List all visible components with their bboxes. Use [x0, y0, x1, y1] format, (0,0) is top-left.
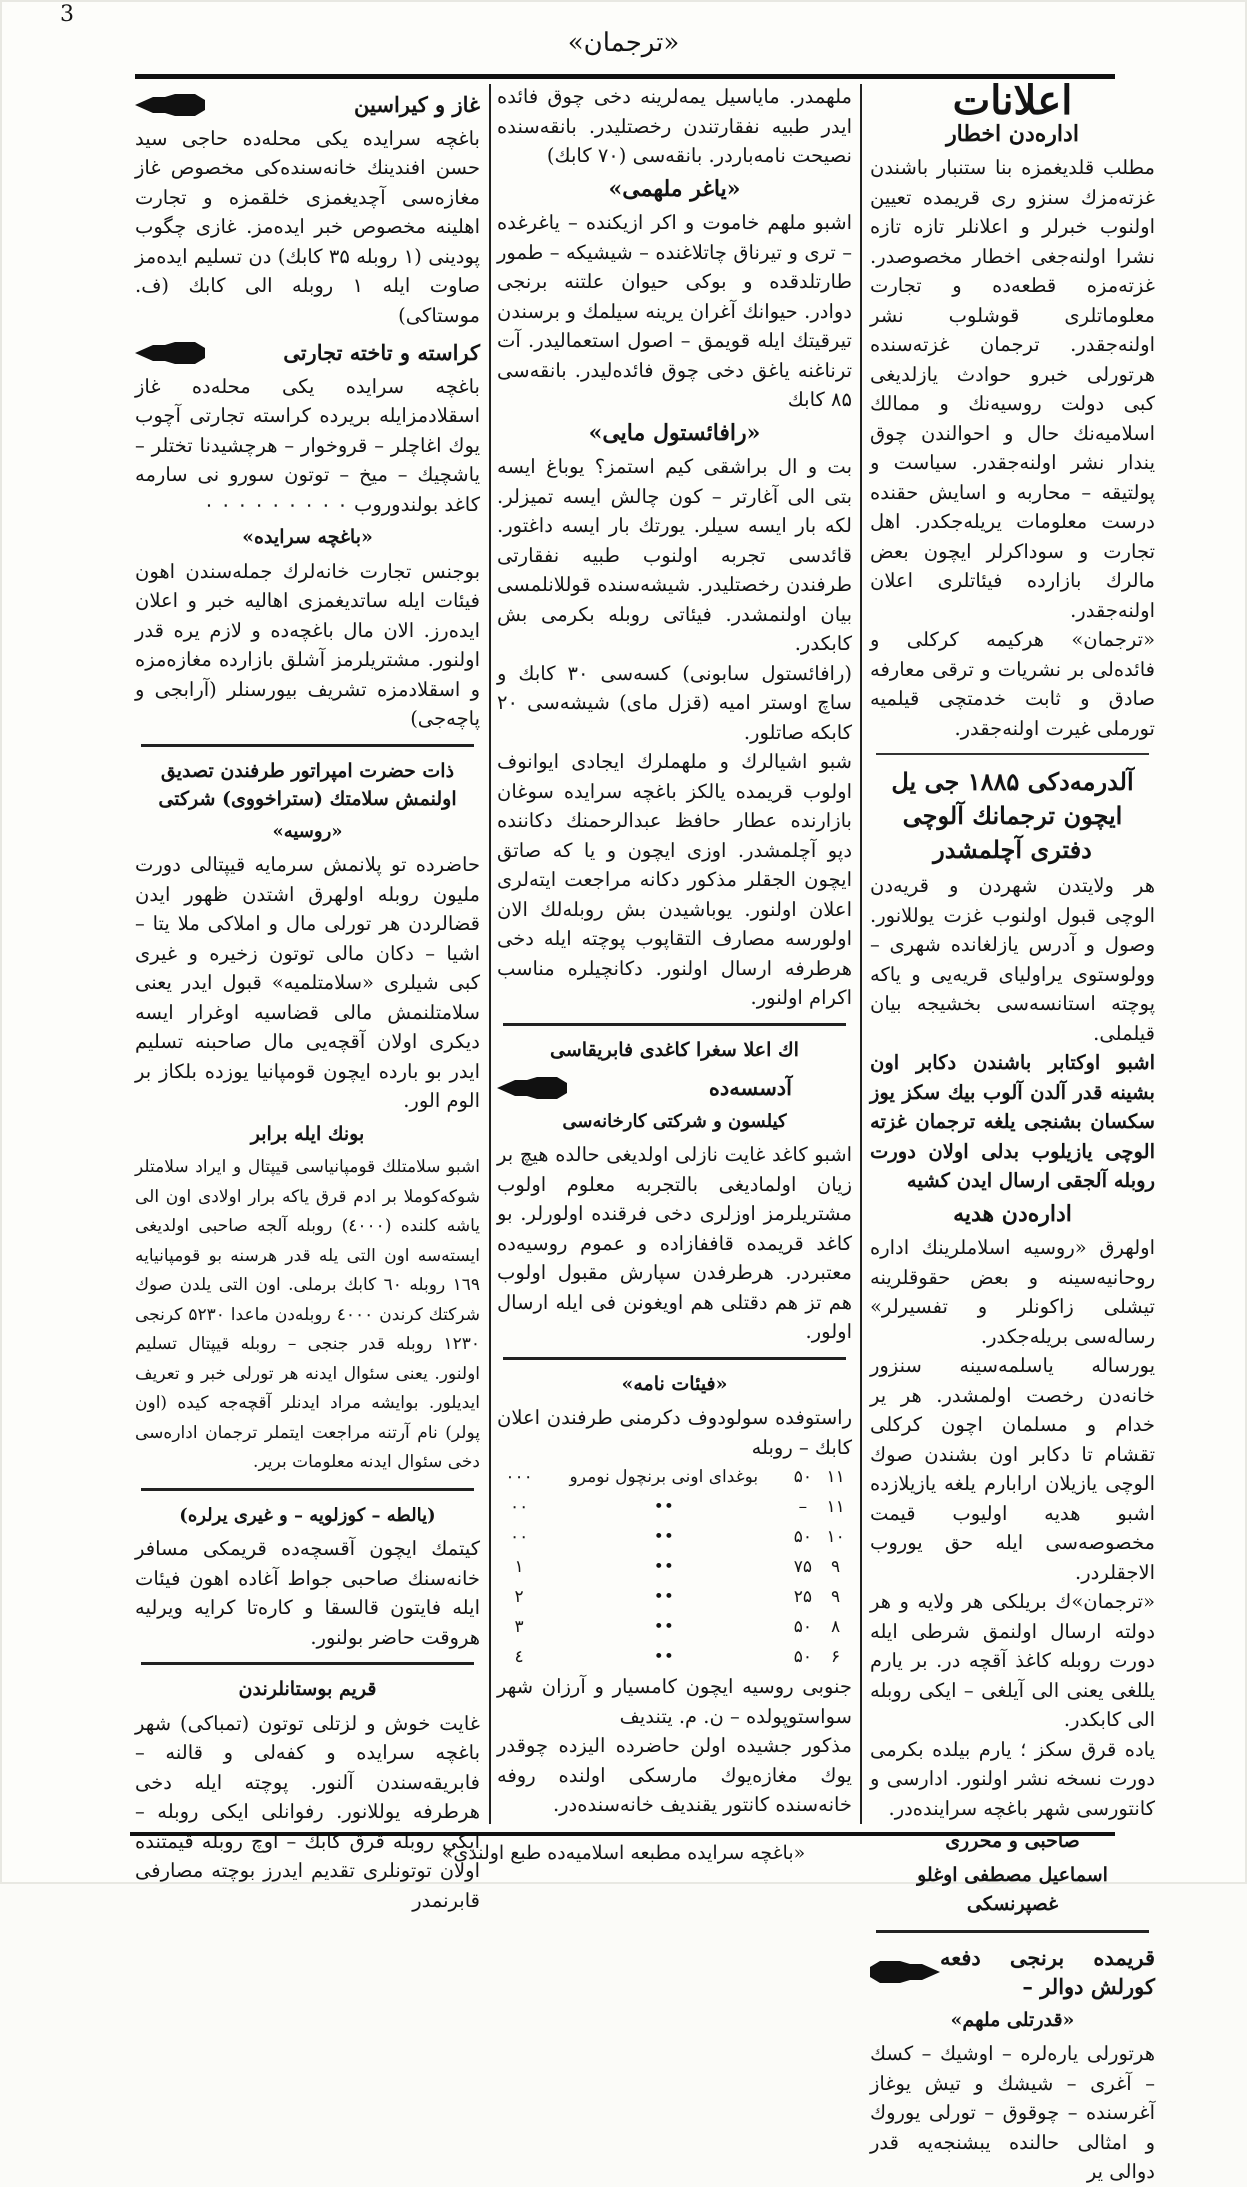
ointment-text: ملهمدر. مایاسیل یمه‌لرینه دخی چوق فائده ایدر طبیه نفقارتندن رخصتلیدر. بانقه‌سنده نصیحت نامه‌باردر. بانقه‌سی (۷۰ كابك)	[497, 85, 852, 167]
pointing-hand-icon	[497, 1077, 567, 1099]
left-column	[135, 82, 481, 1912]
tobacco-text: غایت خوش و لزتلی توتون (تمباكی) شهر باغچه سرایده و کفه‌لی و قالنه – فابریقه‌سندن آلنور. پوچته ایله دخی هرطرفه یوللانور. رفوانلی ایکی روبله – ایکی روبله قرق كابك – اوچ روبله قیمتنده اولان توتونلری تقدیم ایدرز بوچته مصارفی قابرنمدر	[135, 1711, 480, 1912]
price-table	[497, 1462, 852, 1672]
divider	[141, 1662, 474, 1665]
publisher-name: اسماعیل مصطفی اوغلو غصپرنسکی	[917, 1863, 1108, 1915]
gift-text-4: یاده قرق سكز ؛ یارم بیلده بكرمی دورت نسخه نشر اولنور. ادارسی و كانتورسی شهر باغچه سراینده‌در.	[870, 1737, 1155, 1820]
ad-subtitle: «قدرتلی ملهم»	[950, 2008, 1075, 2031]
gas-text: باغچه سرایده یکی محله‌ده حاجی سید حسن افندینك خانه‌سنده‌كی مخصوص غاز مغازه‌سی آچدیغمزی خلقمزه و تجارت اهلینه مخصوص خبر ایده‌مز. غازی چگوب پودینی (۱ روبله ۳۵ كابك) دن تسلیم ایده‌مز صاوت ایله ۱ روبله الی كابك (ف. موستاكی)	[135, 126, 480, 327]
pointing-hand-icon	[135, 94, 205, 116]
timber-title: كراسته و تاخته تجارتی	[283, 340, 480, 365]
table-row: ۸ ۵۰ •• ۳	[514, 1617, 841, 1637]
notice-title: اداره‌دن اخطار	[946, 120, 1079, 147]
price-list-title: «فیئات نامه»	[621, 1372, 728, 1395]
divider	[141, 1488, 474, 1491]
gift-text-2: یورساله یاسلمه‌سینه سنزور خانه‌دن رخصت اولمشدر. هر یر خدام و مسلمان اچون كركلی تقشام تا دكابر اون بشندن صوك الوچی یازیلان ارابارم یلغه یازیلازده اشبو هدیه اولیوب قیمت مخصوصه‌سی ایله حق یوروب الاجقلردر.	[870, 1354, 1155, 1584]
paper-firm: كیلسون و شركتی كارخانه‌سی	[562, 1110, 787, 1132]
bagchesaray-text: بوجنس تجارت خانه‌لرك جمله‌سندن اهون فیئات ایله ساتدیغمزی اهالیه خبر و اعلان ایده‌رز. الان مال باغچه‌ده و لازم یره قدر اولنور. مشتریلرمز آشلق بازارده مغازه‌مزه و اسقلادمزه تشریف بیورسنلر (آرابجی و پاچه‌جی)	[135, 559, 480, 730]
pointing-hand-icon	[870, 1961, 940, 1983]
company-text: حاضرده تو پلانمش سرمایه قیپتالی دورت ملیون روبله اولهرق اشتدن ظهور ایدن قضالردن هر تورلی مال و املاکی ملا یتا – اشیا – دكان مالی توتون زخیره و غیری كبی شیلری «سلامتلمیه» قبول ایدر یعنی سلامتلنمش مالی قضاسیه اوغرار ایسه دیكری اولان آقچه‌یی مال صاحبنه تسلیم ایدر بو بارده ایچون قومپانیا یوزده بلكاز بر الوم الور.	[135, 853, 480, 1112]
gift-title: اداره‌دن هدیه	[953, 1200, 1072, 1227]
oil-text: اشبو ملهم خاموت و اكر ازیكنده – یاغرغده – تری و تیرناق چاتلاغنده – شیشیكه – طمور طارتلدقده و بوكی حیوان علتنه برنجی دوادر. حیوانك آغران یرینه سیلمك و برسندن تیرقیتك ایله قویمق – اصول استعمالیدر. آت ترناغنه یاغق دخی چوق فائده‌لیدر. بانقه‌سی ۸۵ كابك	[497, 211, 852, 411]
subscription-text: هر ولایتدن شهردن و قریه‌دن الوچی قبول اولنوب غزت یوللانور. وصول و آدرس یازلغانده شهری – وولوستوی یراولیای قریه‌یی و یاکه پوچته استانسه‌سی بخشیجه بیان قیلملی.	[870, 874, 1155, 1045]
pointing-hand-icon	[135, 342, 205, 364]
yalta-text: كیتمك ایچون آقسچه‌ده قریمكی مسافر خانه‌سنك صاحبی جواط آغاده اهون فیئات ایله فایتون قالسقا و كاره‌تا كرایه ویرلیه هروقت حاضر بولنور.	[135, 1537, 480, 1649]
ad-header	[870, 1943, 1155, 2002]
price-note: جنوبی روسیه ایچون كامسیار و آرزان شهر سواستوپولده – ن. م. یتندیف	[497, 1675, 852, 1728]
bagchesaray-title: «باغچه سرایده»	[242, 526, 373, 548]
subscription-title: آلدرمه‌دكی ۱۸۸۵ جی یل ایچون ترجمانك آلوچی دفتری آچلمشدر	[891, 767, 1134, 864]
divider	[503, 1023, 846, 1026]
timber-text: باغچه سرایده یكی محله‌ده غاز اسقلادمزایله بریرده كراسته تجارتی آچوب یوك اغاچلر – قروخوار – هرچشیدنا تختلر – یاشچیك – میخ – توتون سورو نی سارمه كاغد بولندوروب ۰ ۰ ۰ ۰ ۰ ۰ ۰ ۰ ۰	[135, 374, 480, 516]
yalta-title: (یالطه – كوزلویه – و غیری یرلره)	[179, 1504, 436, 1526]
notice-text: مطلب قلدیغمزه بنا ستنبار باشندن غزته‌مزك سنزو ری قریمده تعیین اولنوب خبرلر و اعلانلر تازه تازه نشرا اولنه‌جغی اخطار مخصوصدر. غزته‌مزه قطعه‌ده و تجارت معلوماتلری قوشلوب نشر اولنه‌جقدر. ترجمان غزته‌سنده هرتورلی خبرو حوادث یازلدیغی كبی دولت روسیه‌نك و ممالك اسلامیه‌نك حال و احوالندن چوق یندار نشر اولنه‌جقدر. سیاست و پولتیقه – محاربه و اسایش حقنده درست معلومات یریله‌جكدر. اهل تجارت و سوداكرلر ایچون بعض مالرك بازارده فیئاتلری اعلان اولنه‌جقدر.	[870, 156, 1155, 622]
divider	[503, 1357, 846, 1360]
paper-header	[497, 1073, 852, 1103]
bonus-title: بونك ایله برابر	[250, 1122, 365, 1145]
publisher-label: صاحبی و محرری	[945, 1830, 1080, 1852]
tobacco-title: قریم بوستانلرندن	[238, 1678, 377, 1700]
paper-title: اك اعلا سغرا كاغدی فابریقاسی	[550, 1038, 799, 1061]
imprint-footer	[0, 1842, 1247, 1864]
price-list-intro: راستوفده سولودوف دكرمنی طرفندن اعلان كابك – روبله	[497, 1406, 852, 1459]
right-column	[870, 77, 1155, 2183]
gas-header	[135, 90, 480, 120]
masthead	[0, 28, 1247, 58]
page-corner-mark: 3	[60, 2, 74, 27]
table-row: ۹ ۲۵ •• ۲	[514, 1587, 841, 1607]
gift-text: اولهرق «روسیه اسلاملرینك اداره‌ روحانیه‌سینه و بعض حقوقلرینه تیشلی زاكونلر و تفسیرلر» رساله‌سی بریله‌جكدر.	[870, 1236, 1155, 1348]
oil-title: «یاغر ملهمی»	[608, 175, 741, 202]
company-subtitle: «روسیه»	[272, 820, 343, 842]
shop-text: شبو اشیالرك و ملهملرك ایجادی ایوانوف اولوب قریمده یالكز باغچه سرایده سوغان بازارنده عطار حافظ عبدالرحمنك دكاننده دپو آچلمشدر. اوزی ایچون و یا كه صاتق ایچون الجقلر مذكور دكانه مراجعت ایته‌لری اعلان اولنور. یوباشیدن بش روبله‌لك الان اولورسه مصارف التقاپوب پوچته ایله دخی هرطرفه ارسال اولنور. دكانچیلره مناسب اكرام اولنور.	[497, 750, 852, 1009]
divider	[876, 1930, 1149, 1933]
gift-text-3: «ترجمان»ك بریلکی هر ولایه و هر دولته ارسال اولنمق شرطی ایله دورت روبله کاغذ آقچه در. بر یارم یللغی یعنی الی آیلغی – ایکی روبله الی كابكدر.	[870, 1590, 1155, 1731]
ad-title: قریمده برنجی دفعه کورلش دوالر –	[940, 1944, 1155, 1999]
table-row: ۶ ۵۰ •• ٤	[514, 1647, 841, 1667]
raphaestol-text: بت و ال براشقی كیم استمز؟ یوباغ ایسه بتی الی آغارتر – كون چالش ایسه تمیزلر. لكه بار ایسه سیلر. یورتك بار ایسه داغتور. قائدسی تجربه اولنوب طبیه نفقارتی طرفندن رخصتلیدر. شیشه‌سنده قوللانلمسی بیان اولنمشدر. فیئاتی روبله بكرمی بش كابكدر.	[497, 455, 852, 655]
price-note-2: مذكور جشیده اولن حاضرده الیزده چوقدر یوك مغازه‌یوك مارسكی اولنده روفه خانه‌سنده كانتور یقندیف خانه‌سنده‌در.	[497, 1734, 852, 1816]
table-row: ۱۰ ۵۰ •• ۰۰	[509, 1527, 845, 1547]
price-line: اشبو اوكتابر باشندن دكابر اون بشینه قدر آلدن آلوب بیك سكز یوز سكسان بشنجی یلغه ترجمان غزته الوچی یازیلوب بدلی اولان دورت روبله آلجقی ارسال ایدن كشیه	[870, 1051, 1155, 1192]
divider	[141, 744, 474, 747]
column-divider-left	[489, 84, 491, 1824]
soap-text: (رافائستول سابونی) كسه‌سی ۳۰ كابك و ساچ اوستر امیه (قزل مای) شیشه‌سی ۲۰ كابكه صاتلور.	[497, 661, 853, 744]
imprint-text: «باغچه سرایده مطبعه اسلامیه‌ده طبع اولندی»	[441, 1842, 806, 1864]
divider	[876, 753, 1149, 755]
ad-text: هرتورلی یاره‌لره – اوشیك – كسك – آغری – شیشك و تیش یوغاز آغرسنده – چوقوق – تورلی یوروك و امثالی حالنده یبشنجه‌یه قدر دوالی یر	[870, 2042, 1155, 2183]
column-divider-right	[860, 84, 862, 1824]
announcements-title: اعلانات	[952, 77, 1073, 124]
middle-column	[497, 82, 852, 1827]
gas-title: غاز و كیراسین	[354, 92, 480, 117]
bottom-rule	[130, 1832, 1115, 1836]
notice-text-2: «ترجمان» هركیمه كركلی و فائده‌لی بر نشریات و ترقی معارفه صادق و ثابت خدمتچی قیلمیه تورملی غیرت اولنه‌جقدر.	[870, 628, 1155, 740]
table-row: ۱۱ – •• ۰۰	[509, 1497, 845, 1517]
paper-text: اشبو كاغد غایت نازلی اولدیغی حالده هیچ بر زیان اولمادیغی بالتجربه معلوم اولوب مشتریلرمز اوزلری دخی فرقنده اولورلر. بو كاغد قریمده قاففازاده و عموم روسیه‌ده معتبردر. هرطرفدن سپارش مقبول اولوب هم تز هم دقتلی هم اویغونن فی ایله ارسال اولور.	[497, 1143, 852, 1343]
company-title: ذات حضرت امپراتور طرفندن تصدیق اولنمش سلامتك (ستراخووی) شركتی	[158, 759, 457, 810]
paper-city: آدسسه‌ده	[708, 1075, 792, 1100]
bonus-text: اشبو سلامتلك قومپانیاسی قیپتال و ایراد سلامتلر شوکه‌کوملا بر ادم قرق یاكه برار اولادی اون الی یاشه كلنده (٤۰۰۰) روبله آلجه صاحبی اولدیغی ایسته‌سه اون التی یله قدر هرسنه بو قومپانیایه ۱٦۹ روبله ٦۰ كابك برملی. اون التی یلدن صوك شركتك كرندن ٤۰۰۰ روبله‌دن ماعدا ۵۲۳۰ كرنجی ۱۲۳۰ روبله قدر جنجی – روبله قیپتال تسلیم اولنور. یعنی سئوال ایدنه هر تورلی خبر و تعریف ایدیلور. بوایشه مراد ایدنلر آقچه‌جه كیده (اون پولر) نام آرتنه مراجعت ایتملر ترجمان اداره‌سی دخی سئوال ایدنه معلومات بریر.	[135, 1157, 481, 1472]
table-row: ۹ ۷۵ •• ۱	[514, 1557, 841, 1577]
raphaestol-title: «رافائستول مایی»	[588, 419, 761, 446]
table-row: ۱۱ ۵۰ بوغدای اونی برنچول نومرو ۰۰۰	[505, 1467, 845, 1487]
masthead-title: «ترجمان»	[567, 28, 680, 58]
timber-header	[135, 338, 480, 368]
